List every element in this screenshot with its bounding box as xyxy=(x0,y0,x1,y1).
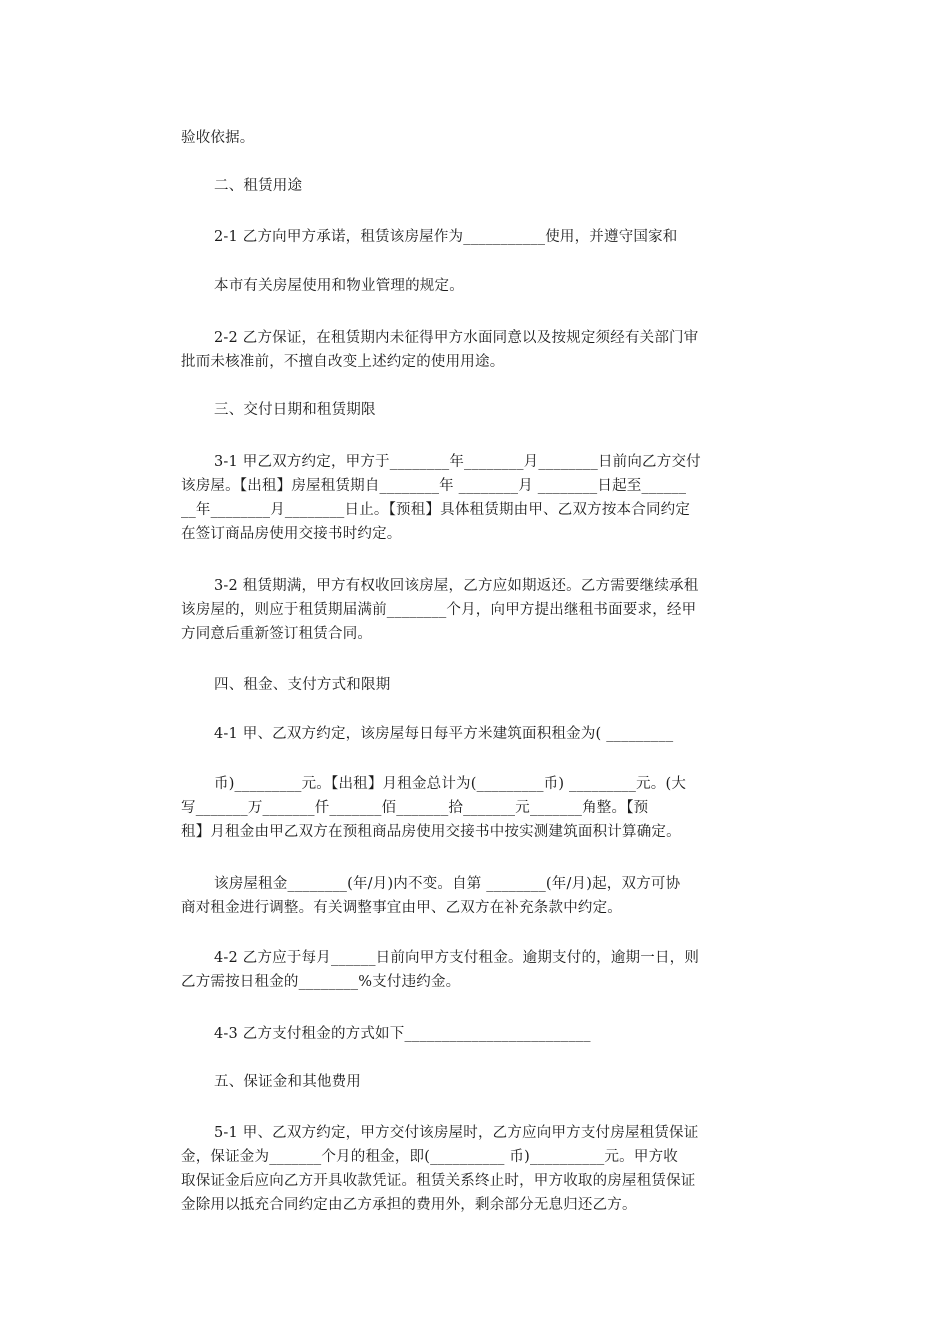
text-line: 租】月租金由甲乙双方在预租商品房使用交接书中按实测建筑面积计算确定。 xyxy=(181,824,681,840)
text-line: 在签订商品房使用交接书时约定。 xyxy=(181,526,402,542)
text-line: 2-1 乙方向甲方承诺，租赁该房屋作为___________使用，并遵守国家和 xyxy=(214,229,678,245)
text-line: 3-1 甲乙双方约定，甲方于________年________月________日前向乙方交付 xyxy=(214,454,701,470)
text-line: 币)_________元。【出租】月租金总计为(_________币) _________元。(大 xyxy=(214,776,687,792)
text-line: 方同意后重新签订租赁合同。 xyxy=(181,626,373,642)
section-heading: 四、租金、支付方式和限期 xyxy=(214,677,391,693)
text-line: 批而未核准前，不擅自改变上述约定的使用用途。 xyxy=(181,354,505,370)
text-line: 3-2 租赁期满，甲方有权收回该房屋，乙方应如期返还。乙方需要继续承租 xyxy=(214,578,699,594)
text-line: 5-1 甲、乙双方约定，甲方交付该房屋时，乙方应向甲方支付房屋租赁保证 xyxy=(214,1125,699,1141)
text-line: 写_______万_______仟_______佰_______拾_______元_______角整。【预 xyxy=(181,800,649,816)
text-line: 4-1 甲、乙双方约定，该房屋每日每平方米建筑面积租金为( _________ xyxy=(214,726,674,742)
section-heading: 五、保证金和其他费用 xyxy=(214,1074,361,1090)
text-line: 验收依据。 xyxy=(181,130,255,146)
section-heading: 三、交付日期和租赁期限 xyxy=(214,402,376,418)
text-line: 该房屋的，则应于租赁期届满前________个月，向甲方提出继租书面要求，经甲 xyxy=(181,602,697,618)
text-line: __年________月________日止。【预租】具体租赁期由甲、乙双方按本合同约定 xyxy=(181,502,691,518)
text-line: 金，保证金为_______个月的租金，即(__________ 币)__________元。甲方收 xyxy=(181,1149,678,1165)
text-line: 该房屋租金________(年/月)内不变。自第 ________(年/月)起，双方可协 xyxy=(214,876,681,892)
text-line: 取保证金后应向乙方开具收款凭证。租赁关系终止时，甲方收取的房屋租赁保证 xyxy=(181,1173,696,1189)
text-line: 2-2 乙方保证，在租赁期内未征得甲方水面同意以及按规定须经有关部门审 xyxy=(214,330,699,346)
text-line: 商对租金进行调整。有关调整事宜由甲、乙双方在补充条款中约定。 xyxy=(181,900,622,916)
text-line: 4-3 乙方支付租金的方式如下_________________________ xyxy=(214,1026,591,1042)
text-line: 该房屋。【出租】房屋租赁期自________年 ________月 ________日起至______ xyxy=(181,478,687,494)
text-line: 乙方需按日租金的________%支付违约金。 xyxy=(181,974,461,990)
text-line: 金除用以抵充合同约定由乙方承担的费用外，剩余部分无息归还乙方。 xyxy=(181,1197,637,1213)
text-line: 本市有关房屋使用和物业管理的规定。 xyxy=(214,278,464,294)
section-heading: 二、租赁用途 xyxy=(214,178,303,194)
text-line: 4-2 乙方应于每月______日前向甲方支付租金。逾期支付的，逾期一日，则 xyxy=(214,950,700,966)
